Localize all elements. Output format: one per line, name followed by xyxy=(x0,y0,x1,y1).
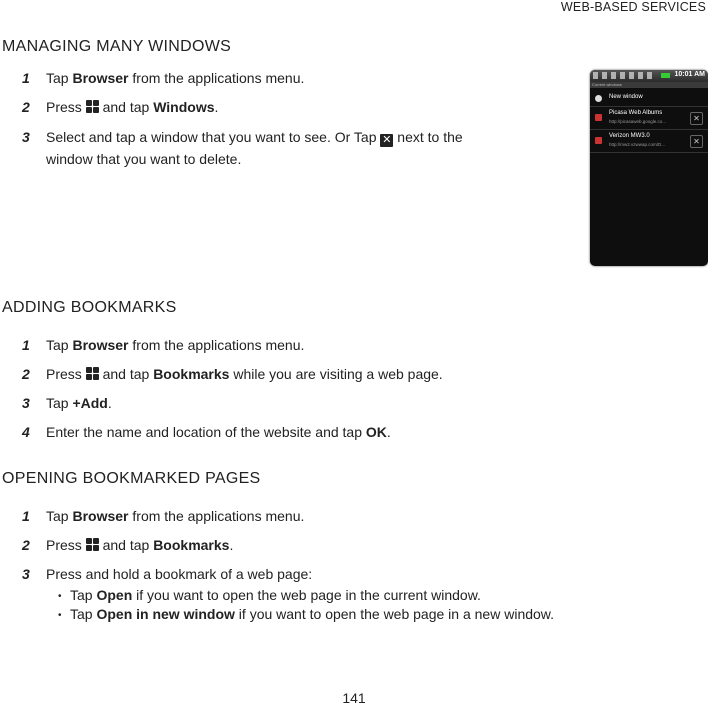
step-1: 1 Tap Browser from the applications menu. xyxy=(22,334,506,356)
bullet-open: • Tap Open if you want to open the web page in the current window. xyxy=(58,587,481,606)
new-window-row[interactable]: New window xyxy=(590,88,708,107)
page-icon xyxy=(595,137,602,144)
bookmarks-label: Bookmarks xyxy=(153,366,230,382)
step-number: 1 xyxy=(22,508,30,524)
close-icon: ✕ xyxy=(382,134,392,146)
menu-key-icon xyxy=(86,367,99,380)
window-row-picasa[interactable]: Picasa Web Albums http://picasaweb.google.co... ✕ xyxy=(590,107,708,130)
page-icon xyxy=(595,114,602,121)
phone-screenshot xyxy=(590,70,708,266)
clock: 10:01 AM xyxy=(674,71,705,78)
step-2: 2 Press and tap Bookmarks while you are visiting a web page. xyxy=(22,363,506,385)
step-1: 1 Tap Browser from the applications menu. xyxy=(22,505,506,527)
status-bar xyxy=(590,70,708,82)
step-number: 3 xyxy=(22,566,30,582)
open-new-window-label: Open in new window xyxy=(96,606,235,622)
page-number: 141 xyxy=(342,690,366,706)
battery-icon xyxy=(661,73,670,78)
step-number: 1 xyxy=(22,337,30,353)
step-number: 1 xyxy=(22,70,30,86)
step-2: 2 Press and tap Bookmarks. xyxy=(22,534,506,556)
step-number: 3 xyxy=(22,395,30,411)
open-label: Open xyxy=(96,587,133,603)
bullet-dot: • xyxy=(58,610,62,621)
window-row-verizon[interactable]: Verizon MW3.0 http://mw2.vzwwap.com/D... ✕ xyxy=(590,130,708,153)
step-1: 1 Tap Browser from the applications menu. xyxy=(22,67,506,89)
step-4: 4 Enter the name and location of the website and tap OK. xyxy=(22,421,506,443)
menu-key-icon xyxy=(86,100,99,113)
ok-label: OK xyxy=(365,424,387,440)
add-label: +Add xyxy=(72,395,108,411)
section-title-adding-bookmarks: ADDING BOOKMARKS xyxy=(2,299,177,316)
step-2: 2 Press and tap Windows. xyxy=(22,96,506,118)
browser-label: Browser xyxy=(72,508,129,524)
browser-label: Browser xyxy=(72,337,129,353)
section-title-managing-windows: MANAGING MANY WINDOWS xyxy=(2,38,232,55)
bullet-dot: • xyxy=(58,591,62,602)
step-3: 3 Press and hold a bookmark of a web page: xyxy=(22,563,506,585)
running-header: WEB-BASED SERVICES xyxy=(560,0,706,14)
status-icons xyxy=(593,72,653,79)
step-number: 4 xyxy=(22,424,30,440)
step-3: 3 Tap +Add. xyxy=(22,392,506,414)
add-icon xyxy=(595,95,602,102)
step-number: 3 xyxy=(22,129,30,145)
section-title-opening-bookmarked-pages: OPENING BOOKMARKED PAGES xyxy=(2,470,261,487)
windows-title: Current windows xyxy=(590,82,708,88)
step-number: 2 xyxy=(22,366,30,382)
step-3: 3 Select and tap a window that you want to see. Or Tap ✕ next to the window that you want to delete. xyxy=(22,126,496,170)
windows-label: Windows xyxy=(153,99,215,115)
bookmarks-label: Bookmarks xyxy=(153,537,230,553)
step-number: 2 xyxy=(22,99,30,115)
bullet-open-new-window: • Tap Open in new window if you want to open the web page in a new window. xyxy=(58,606,554,625)
step-number: 2 xyxy=(22,537,30,553)
close-window-icon[interactable]: ✕ xyxy=(690,135,703,148)
close-window-icon[interactable]: ✕ xyxy=(690,112,703,125)
menu-key-icon xyxy=(86,538,99,551)
browser-label: Browser xyxy=(72,70,129,86)
